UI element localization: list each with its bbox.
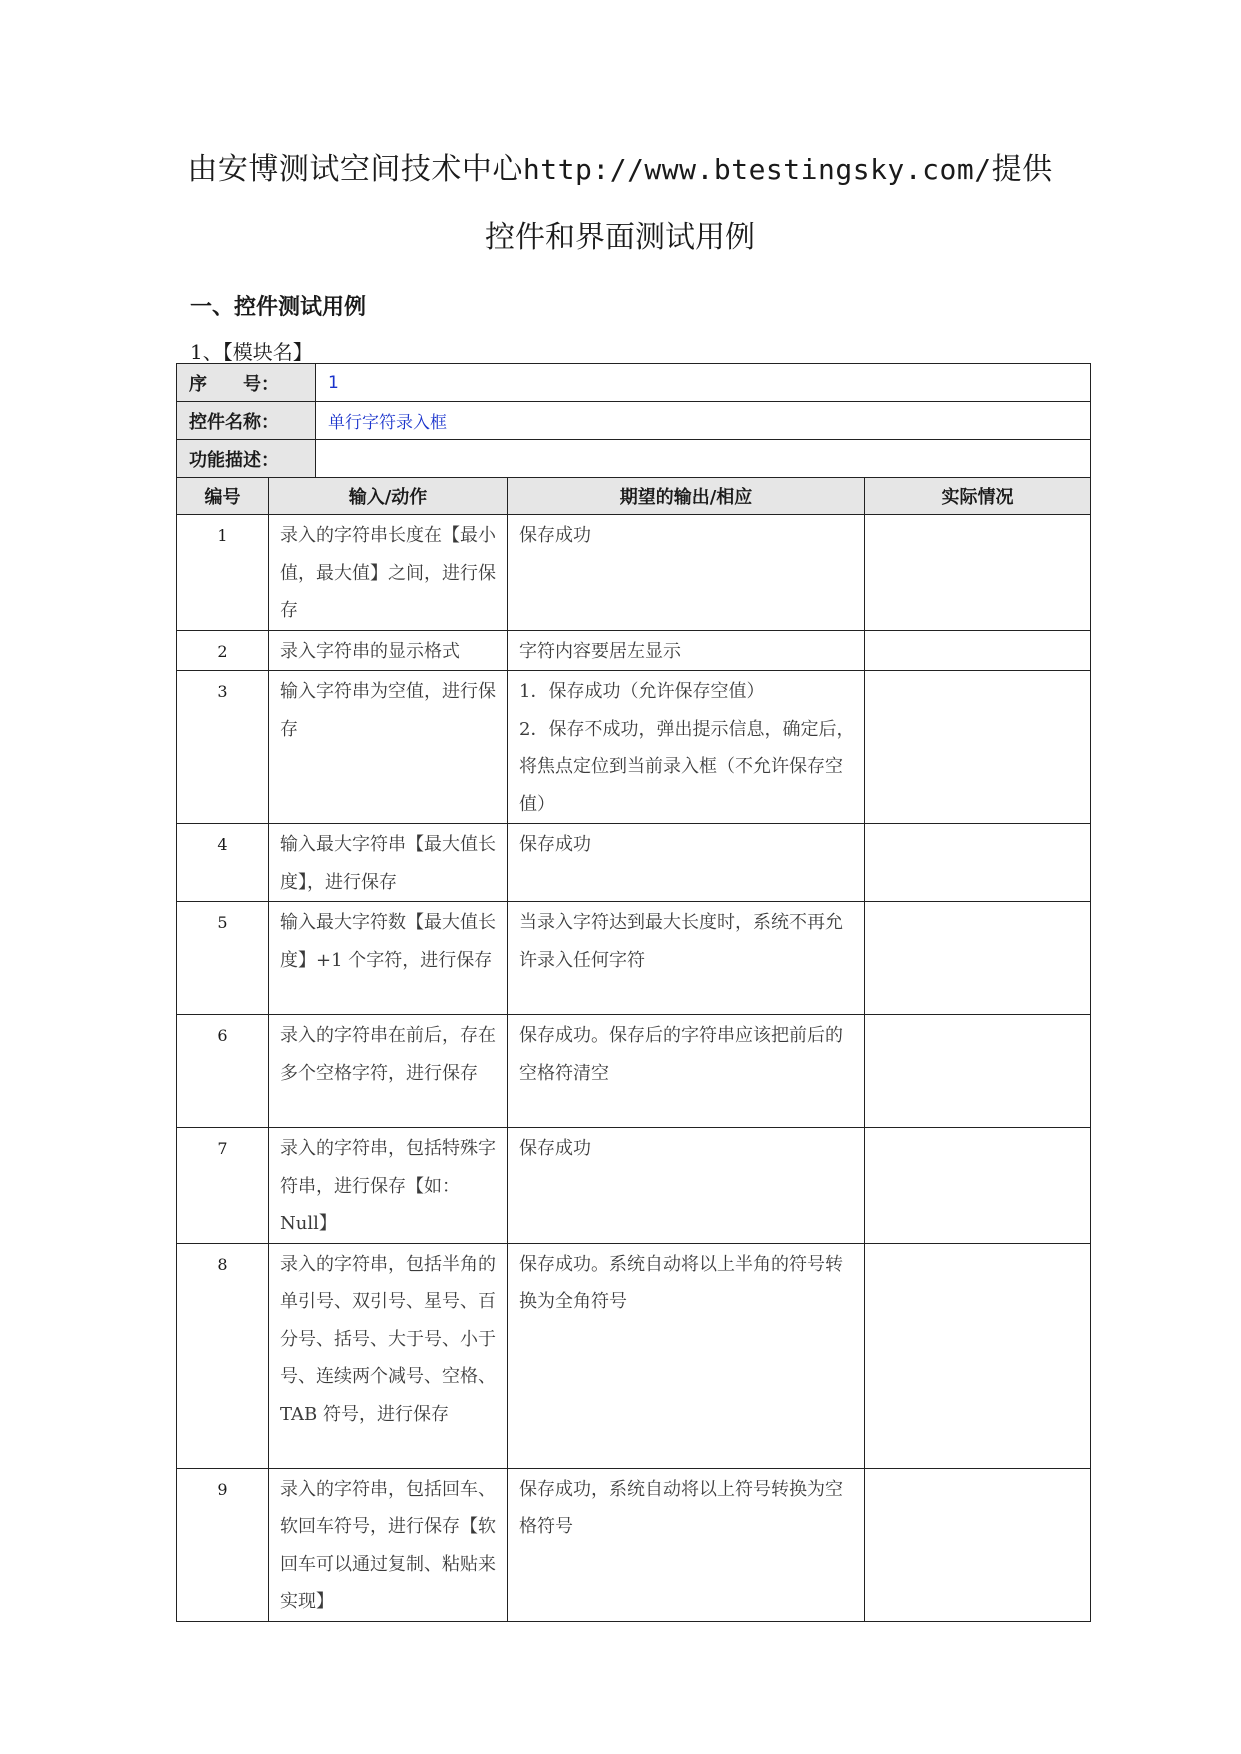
- row-expected: 保存成功: [508, 824, 865, 902]
- info-row-name: [177, 402, 1091, 440]
- row-num: 2: [177, 630, 269, 671]
- row-expected: 字符内容要居左显示: [508, 630, 865, 671]
- document-title: [175, 150, 1065, 258]
- title-prefix: 由安博测试空间技术中心: [187, 152, 523, 187]
- row-actual: [865, 671, 1091, 824]
- row-num: 1: [177, 515, 269, 631]
- expected-line: 1．保存成功（允许保存空值）: [519, 681, 765, 702]
- name-label: 控件名称：: [177, 402, 316, 440]
- row-input: 录入的字符串长度在【最小值，最大值】之间，进行保存: [269, 515, 508, 631]
- control-info-table: [176, 363, 1091, 478]
- title-line-2: 控件和界面测试用例: [485, 220, 755, 255]
- row-actual: [865, 1015, 1091, 1128]
- column-header-actual: 实际情况: [865, 478, 1091, 515]
- row-actual: [865, 1468, 1091, 1621]
- table-row: [177, 1015, 1091, 1128]
- row-actual: [865, 1128, 1091, 1244]
- row-actual: [865, 515, 1091, 631]
- row-expected: [508, 671, 865, 824]
- row-expected: 保存成功: [508, 515, 865, 631]
- seq-label: 序 号：: [177, 364, 316, 402]
- table-row: [177, 824, 1091, 902]
- test-case-table-wrapper: [176, 363, 1090, 1622]
- row-input: 录入字符串的显示格式: [269, 630, 508, 671]
- title-suffix: 提供: [991, 152, 1053, 187]
- test-case-table: [176, 477, 1091, 1622]
- row-num: 3: [177, 671, 269, 824]
- table-row: [177, 1128, 1091, 1244]
- title-url: http://www.btestingsky.com/: [522, 153, 992, 186]
- title-line-1: [175, 150, 1065, 190]
- name-value: 单行字符录入框: [316, 402, 1091, 440]
- table-row: [177, 1468, 1091, 1621]
- info-row-seq: [177, 364, 1091, 402]
- table-header-row: [177, 478, 1091, 515]
- desc-label: 功能描述：: [177, 440, 316, 478]
- row-expected: 保存成功，系统自动将以上符号转换为空格符号: [508, 1468, 865, 1621]
- row-input: 录入的字符串，包括半角的单引号、双引号、星号、百分号、括号、大于号、小于号、连续两个减号、空格、TAB 符号，进行保存: [269, 1243, 508, 1468]
- column-header-num: 编号: [177, 478, 269, 515]
- row-input: 输入最大字符数【最大值长度】+1 个字符，进行保存: [269, 902, 508, 1015]
- table-row: [177, 515, 1091, 631]
- row-expected: 当录入字符达到最大长度时，系统不再允许录入任何字符: [508, 902, 865, 1015]
- row-expected: 保存成功: [508, 1128, 865, 1244]
- row-input: 输入最大字符串【最大值长度】，进行保存: [269, 824, 508, 902]
- row-num: 4: [177, 824, 269, 902]
- module-label: 1、【模块名】: [190, 340, 313, 364]
- desc-value: [316, 440, 1091, 478]
- table-row: [177, 671, 1091, 824]
- row-expected: 保存成功。系统自动将以上半角的符号转换为全角符号: [508, 1243, 865, 1468]
- row-actual: [865, 630, 1091, 671]
- expected-line: 2．保存不成功，弹出提示信息，确定后，将焦点定位到当前录入框（不允许保存空值）: [519, 718, 855, 815]
- row-expected: 保存成功。保存后的字符串应该把前后的空格符清空: [508, 1015, 865, 1128]
- row-input: 录入的字符串在前后，存在多个空格字符，进行保存: [269, 1015, 508, 1128]
- column-header-expected: 期望的输出/相应: [508, 478, 865, 515]
- info-row-desc: [177, 440, 1091, 478]
- row-input: 输入字符串为空值，进行保存: [269, 671, 508, 824]
- row-num: 8: [177, 1243, 269, 1468]
- row-actual: [865, 902, 1091, 1015]
- row-input: 录入的字符串，包括回车、软回车符号，进行保存【软回车可以通过复制、粘贴来实现】: [269, 1468, 508, 1621]
- section-heading: 一、控件测试用例: [190, 295, 367, 320]
- row-num: 5: [177, 902, 269, 1015]
- table-row: [177, 630, 1091, 671]
- row-num: 9: [177, 1468, 269, 1621]
- row-actual: [865, 1243, 1091, 1468]
- seq-value: 1: [316, 364, 1091, 402]
- table-row: [177, 902, 1091, 1015]
- row-num: 6: [177, 1015, 269, 1128]
- row-actual: [865, 824, 1091, 902]
- table-row: [177, 1243, 1091, 1468]
- row-num: 7: [177, 1128, 269, 1244]
- column-header-input: 输入/动作: [269, 478, 508, 515]
- row-input: 录入的字符串，包括特殊字符串，进行保存【如：Null】: [269, 1128, 508, 1244]
